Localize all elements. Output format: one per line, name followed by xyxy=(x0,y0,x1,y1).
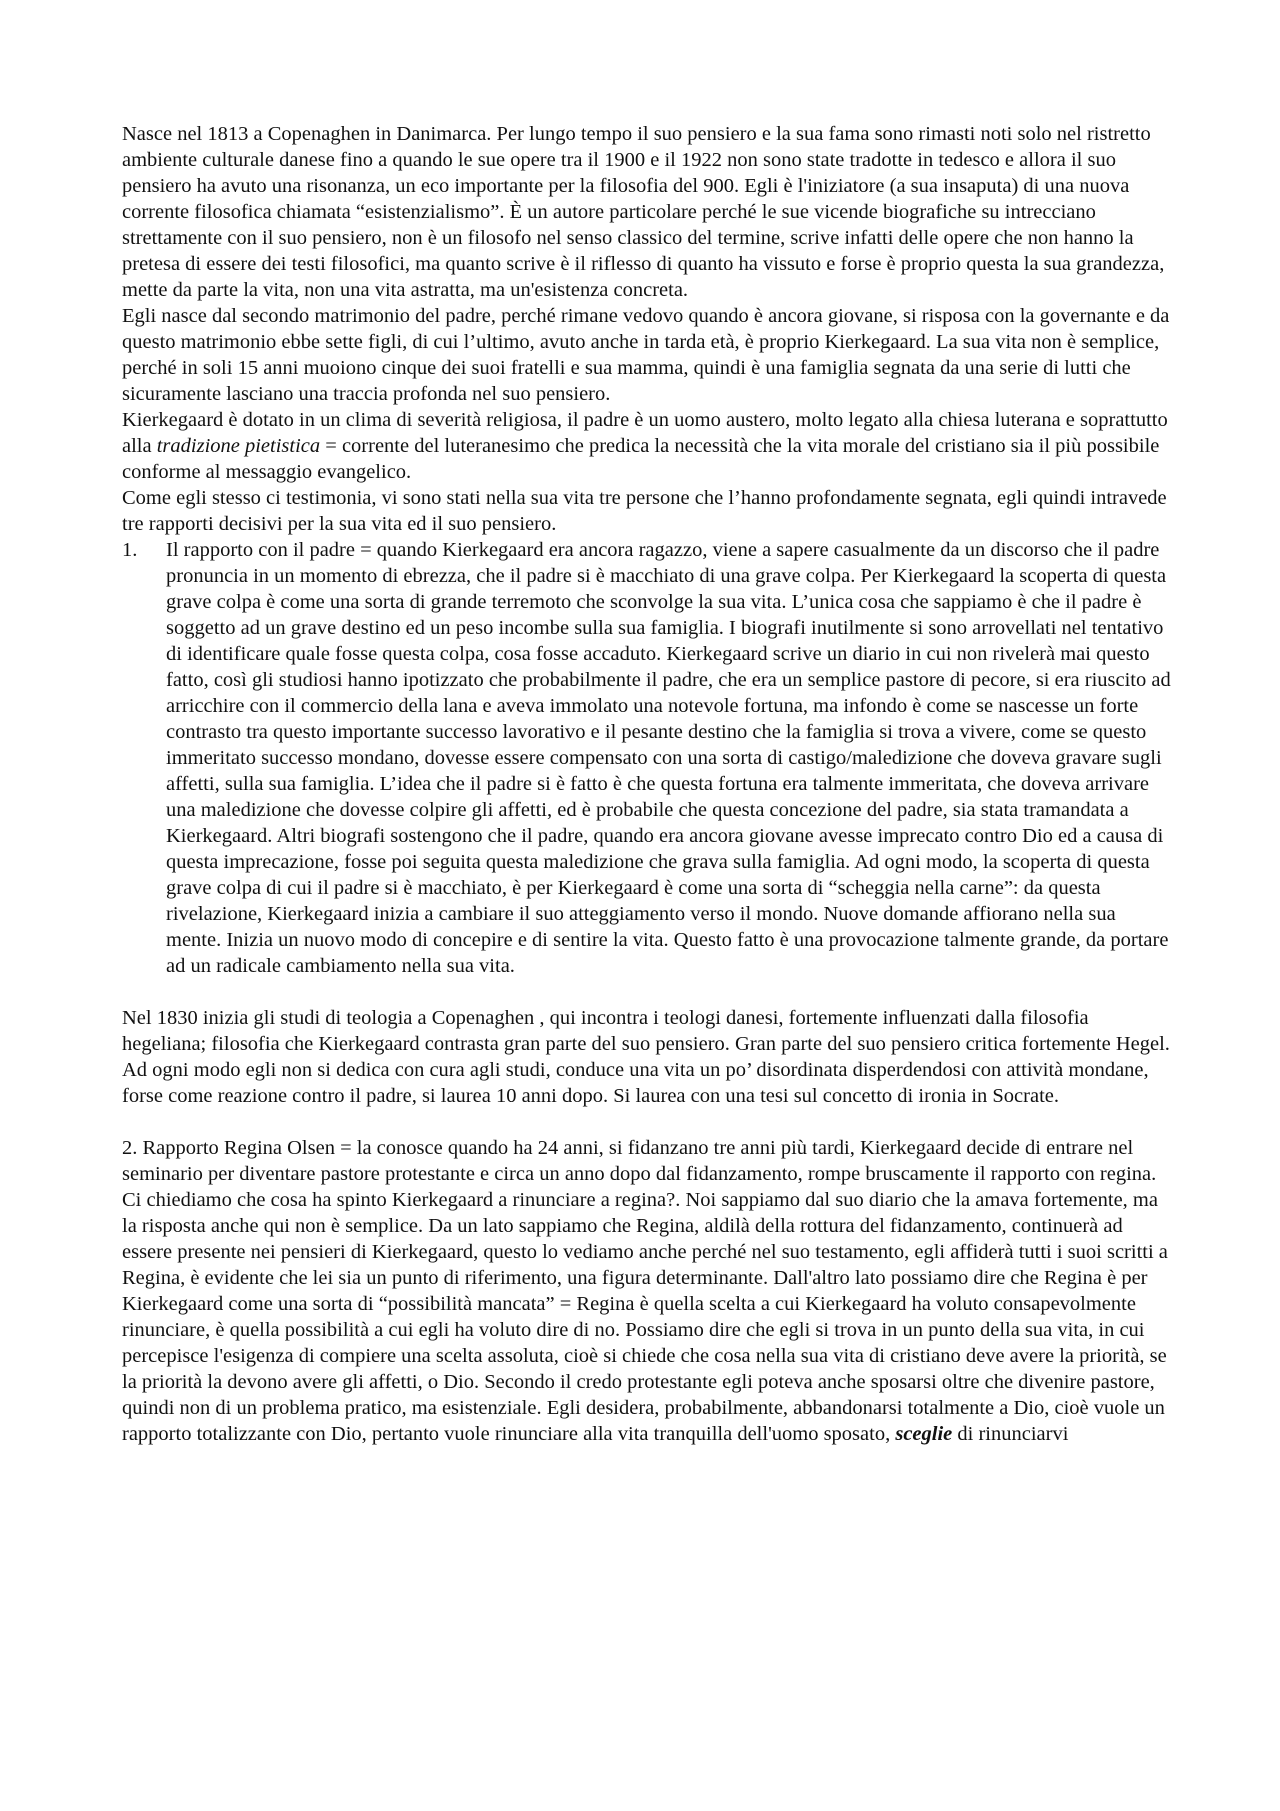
text-segment: 2. Rapporto Regina Olsen = la conosce quando ha 24 anni, si fidanzano tre anni più tardi, Kierkegaard decide di entrare nel seminario per diventare pastore protestante e circa un anno dopo dal fidanzamento, rompe bruscamente il rapporto con regina. Ci chiediamo che cosa ha spinto Kierkegaard a rinunciare a regina?. Noi sappiamo dal suo diario che la amava fortemente, ma la risposta anche qui non è semplice. Da un lato sappiamo che Regina, aldilà della rottura del fidanzamento, continuerà ad essere presente nei pensieri di Kierkegaard, questo lo vediamo anche perché nel suo testamento, egli affiderà tutti i suoi scritti a Regina, è evidente che lei sia un punto di riferimento, una figura determinante. Dall'altro lato possiamo dire che Regina è per Kierkegaard come una sorta di “possibilità mancata” = Regina è quella scelta a cui Kierkegaard ha voluto consapevolmente rinunciare, è quella possibilità a cui egli ha voluto dire di no. Possiamo dire che egli si trova in un punto della sua vita, in cui percepisce l'esigenza di compiere una scelta assoluta, cioè si chiede che cosa nella sua vita di cristiano deve avere la priorità, se la priorità la devono avere gli affetti, o Dio. Secondo il credo protestante egli poteva anche sposarsi oltre che divenire pastore, quindi non di un problema pratico, ma esistenziale. Egli desidera, probabilmente, abbandonarsi totalmente a Dio, cioè vuole un rapporto totalizzante con Dio, pertanto vuole rinunciare alla vita tranquilla dell'uomo sposato, xyxy=(122,1137,1168,1445)
list-item-father xyxy=(122,537,1172,979)
list-number: 1. xyxy=(122,539,138,561)
bold-italic-term: sceglie xyxy=(895,1423,953,1445)
paragraph-religious-climate xyxy=(122,407,1172,485)
text-segment: Kierkegaard è dotato in un clima di severità religiosa, il padre è un uomo austero, molto legato alla chiesa luterana e soprattutto alla xyxy=(122,409,1168,457)
paragraph-three-relationships: Come egli stesso ci testimonia, vi sono stati nella sua vita tre persone che l’hanno profondamente segnata, egli quindi intravede tre rapporti decisivi per la sua vita ed il suo pensiero. xyxy=(122,487,1167,535)
paragraph-birth-and-fame: Nasce nel 1813 a Copenaghen in Danimarca. Per lungo tempo il suo pensiero e la sua fama sono rimasti noti solo nel ristretto ambiente culturale danese fino a quando le sue opere tra il 1900 e il 1922 non sono state tradotte in tedesco e allora il suo pensiero ha avuto una risonanza, un eco importante per la filosofia del 900. Egli è l'iniziatore (a sua insaputa) di una nuova corrente filosofica chiamata “esistenzialismo”. È un autore particolare perché le sue vicende biografiche su intrecciano strettamente con il suo pensiero, non è un filosofo nel senso classico del termine, scrive infatti delle opere che non hanno la pretesa di essere dei testi filosofici, ma quanto scrive è il riflesso di quanto ha vissuto e forse è proprio questa la sua grandezza, mette da parte la vita, non una vita astratta, ma un'esistenza concreta. xyxy=(122,123,1165,301)
paragraph-spacer xyxy=(122,1109,1172,1135)
paragraph-spacer xyxy=(122,979,1172,1005)
text-segment: = corrente del luteranesimo che predica la necessità che la vita morale del cristiano sia il più possibile conforme al messaggio evangelico. xyxy=(122,435,1160,483)
paragraph-family: Egli nasce dal secondo matrimonio del padre, perché rimane vedovo quando è ancora giovane, si risposa con la governante e da questo matrimonio ebbe sette figli, di cui l’ultimo, avuto anche in tarda età, è proprio Kierkegaard. La sua vita non è semplice, perché in soli 15 anni muoiono cinque dei suoi fratelli e sua mamma, quindi è una famiglia segnata da una serie di lutti che sicuramente lasciano una traccia profonda nel suo pensiero. xyxy=(122,305,1170,405)
list-item-text: Il rapporto con il padre = quando Kierkegaard era ancora ragazzo, viene a sapere casualmente da un discorso che il padre pronuncia in un momento di ebrezza, che il padre si è macchiato di una grave colpa. Per Kierkegaard la scoperta di questa grave colpa è come una sorta di grande terremoto che sconvolge la sua vita. L’unica cosa che sappiamo è che il padre è soggetto ad un grave destino ed un peso incombe sulla sua famiglia. I biografi inutilmente si sono arrovellati nel tentativo di identificare quale fosse questa colpa, cosa fosse accaduto. Kierkegaard scrive un diario in cui non rivelerà mai questo fatto, così gli studiosi hanno ipotizzato che probabilmente il padre, che era un semplice pastore di pecore, si era riuscito ad arricchire con il commercio della lana e aveva immolato una notevole fortuna, ma infondo è come se nascesse un forte contrasto tra questo importante successo lavorativo e il pesante destino che la famiglia si trova a vivere, come se questo immeritato successo mondano, dovesse essere compensato con una sorta di castigo/maledizione che doveva gravare sugli affetti, sulla sua famiglia. L’idea che il padre si è fatto è che questa fortuna era talmente immeritata, che doveva arrivare una maledizione che dovesse colpire gli affetti, ed è probabile che questa concezione del padre, sia stata tramandata a Kierkegaard. Altri biografi sostengono che il padre, quando era ancora giovane avesse imprecato contro Dio ed a causa di questa imprecazione, fosse poi seguita questa maledizione che grava sulla famiglia. Ad ogni modo, la scoperta di questa grave colpa di cui il padre si è macchiato, è per Kierkegaard è come una sorta di “scheggia nella carne”: da questa rivelazione, Kierkegaard inizia a cambiare il suo atteggiamento verso il mondo. Nuove domande affiorano nella sua mente. Inizia un nuovo modo di concepire e di sentire la vita. Questo fatto è una provocazione talmente grande, da portare ad un radicale cambiamento nella sua vita. xyxy=(166,539,1171,977)
paragraph-studies: Nel 1830 inizia gli studi di teologia a Copenaghen , qui incontra i teologi danesi, fortemente influenzati dalla filosofia hegeliana; filosofia che Kierkegaard contrasta gran parte del suo pensiero. Gran parte del suo pensiero critica fortemente Hegel. Ad ogni modo egli non si dedica con cura agli studi, conduce una vita un po’ disordinata disperdendosi con attività mondane, forse come reazione contro il padre, si laurea 10 anni dopo. Si laurea con una tesi sul concetto di ironia in Socrate. xyxy=(122,1007,1170,1107)
italic-term: tradizione pietistica xyxy=(156,435,321,457)
document-page xyxy=(122,121,1172,1447)
text-segment: di rinunciarvi xyxy=(952,1423,1069,1445)
paragraph-regina-olsen xyxy=(122,1135,1172,1447)
